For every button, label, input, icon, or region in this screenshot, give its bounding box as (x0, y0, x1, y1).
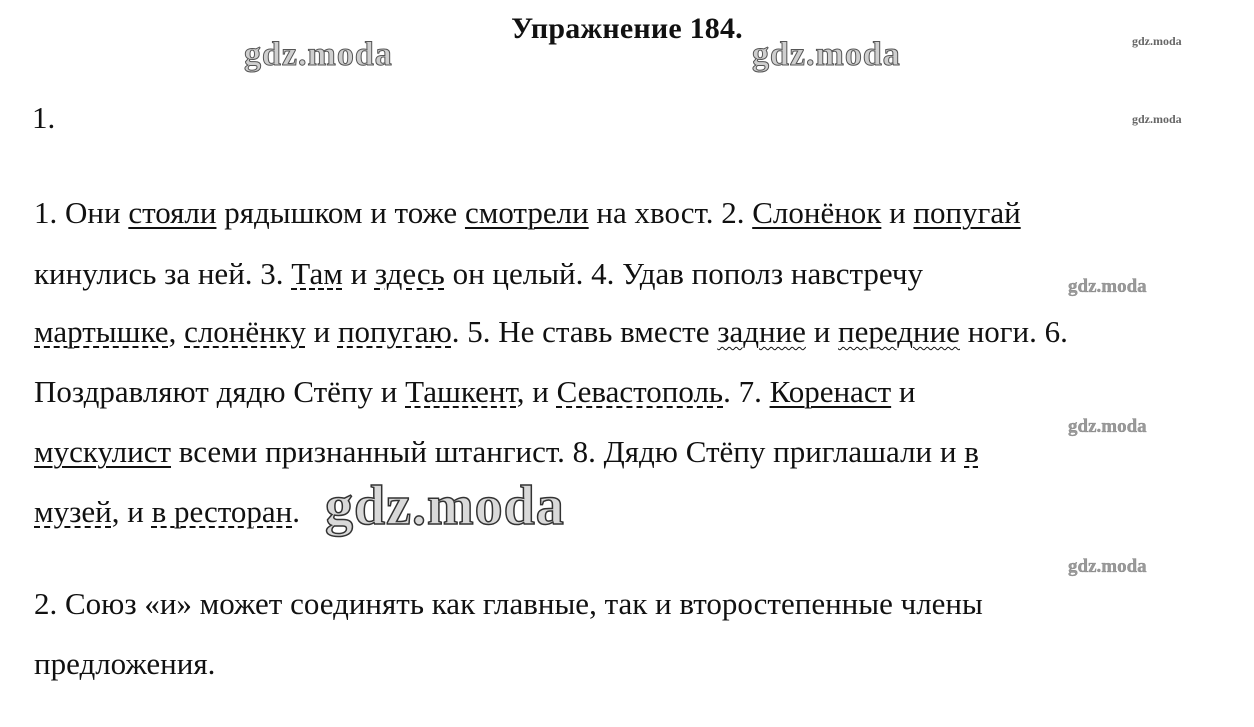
text-fragment: ноги. 6. (959, 314, 1068, 349)
adverbial-word: в (964, 434, 979, 469)
predicate-word: Коренаст (769, 374, 892, 409)
text-line-2 (34, 256, 923, 292)
text-fragment: , (168, 314, 185, 349)
watermark-medium: gdz.moda (1068, 276, 1147, 297)
adverbial-word: музей (34, 494, 112, 529)
text-fragment: . 7. (723, 374, 770, 409)
text-fragment: . (292, 494, 300, 529)
text-line-8: предложения. (34, 646, 216, 681)
page-title: Упражнение 184. (511, 12, 743, 45)
text-fragment: , и (516, 374, 557, 409)
text-fragment: и (305, 314, 338, 349)
object-word: слонёнку (184, 314, 306, 349)
text-line-4 (34, 374, 915, 410)
watermark-small: gdz.moda (1132, 34, 1182, 48)
text-fragment: и (891, 374, 916, 409)
text-line-5 (34, 434, 979, 470)
adverbial-word: здесь (374, 256, 445, 291)
text-line-6 (34, 494, 300, 530)
section-number: 1. (32, 100, 56, 135)
text-line-7: 2. Союз «и» может соединять как главные, так и второстепенные члены (34, 586, 983, 621)
text-fragment: на хвост. 2. (588, 195, 753, 230)
predicate-word: стояли (128, 195, 217, 230)
text-fragment: Поздравляют дядю Стёпу и (34, 374, 406, 409)
watermark-medium: gdz.moda (1068, 556, 1147, 577)
watermark-medium: gdz.moda (1068, 416, 1147, 437)
object-word: Севастополь (556, 374, 724, 409)
attribute-word: передние (838, 314, 960, 349)
adverbial-word: Там (291, 256, 343, 291)
object-word: Ташкент (405, 374, 517, 409)
text-fragment: всеми признанный штангист. 8. Дядю Стёпу приглашали и (171, 434, 965, 469)
text-line-1 (34, 195, 1021, 231)
watermark-small: gdz.moda (1132, 112, 1182, 126)
text-fragment: кинулись за ней. 3. (34, 256, 292, 291)
object-word: попугаю (337, 314, 452, 349)
text-fragment: . 5. Не ставь вместе (451, 314, 718, 349)
text-fragment: , и (111, 494, 152, 529)
subject-word: попугай (913, 195, 1021, 230)
text-line-3 (34, 314, 1068, 350)
text-fragment: 1. Они (34, 195, 129, 230)
text-fragment: и (342, 256, 375, 291)
subject-word: Слонёнок (752, 195, 882, 230)
text-fragment: и (881, 195, 914, 230)
adverbial-word: в ресторан (151, 494, 293, 529)
watermark-logo: gdz.moda (752, 36, 901, 73)
predicate-word: смотрели (464, 195, 589, 230)
object-word: мартышке (34, 314, 169, 349)
attribute-word: задние (717, 314, 806, 349)
text-fragment: и (805, 314, 839, 349)
text-fragment: он целый. 4. Удав пополз навстречу (444, 256, 923, 291)
watermark-logo-large: gdz.moda (325, 475, 565, 537)
text-fragment: рядышком и тоже (216, 195, 465, 230)
watermark-logo: gdz.moda (244, 36, 393, 73)
predicate-word: мускулист (34, 434, 172, 469)
